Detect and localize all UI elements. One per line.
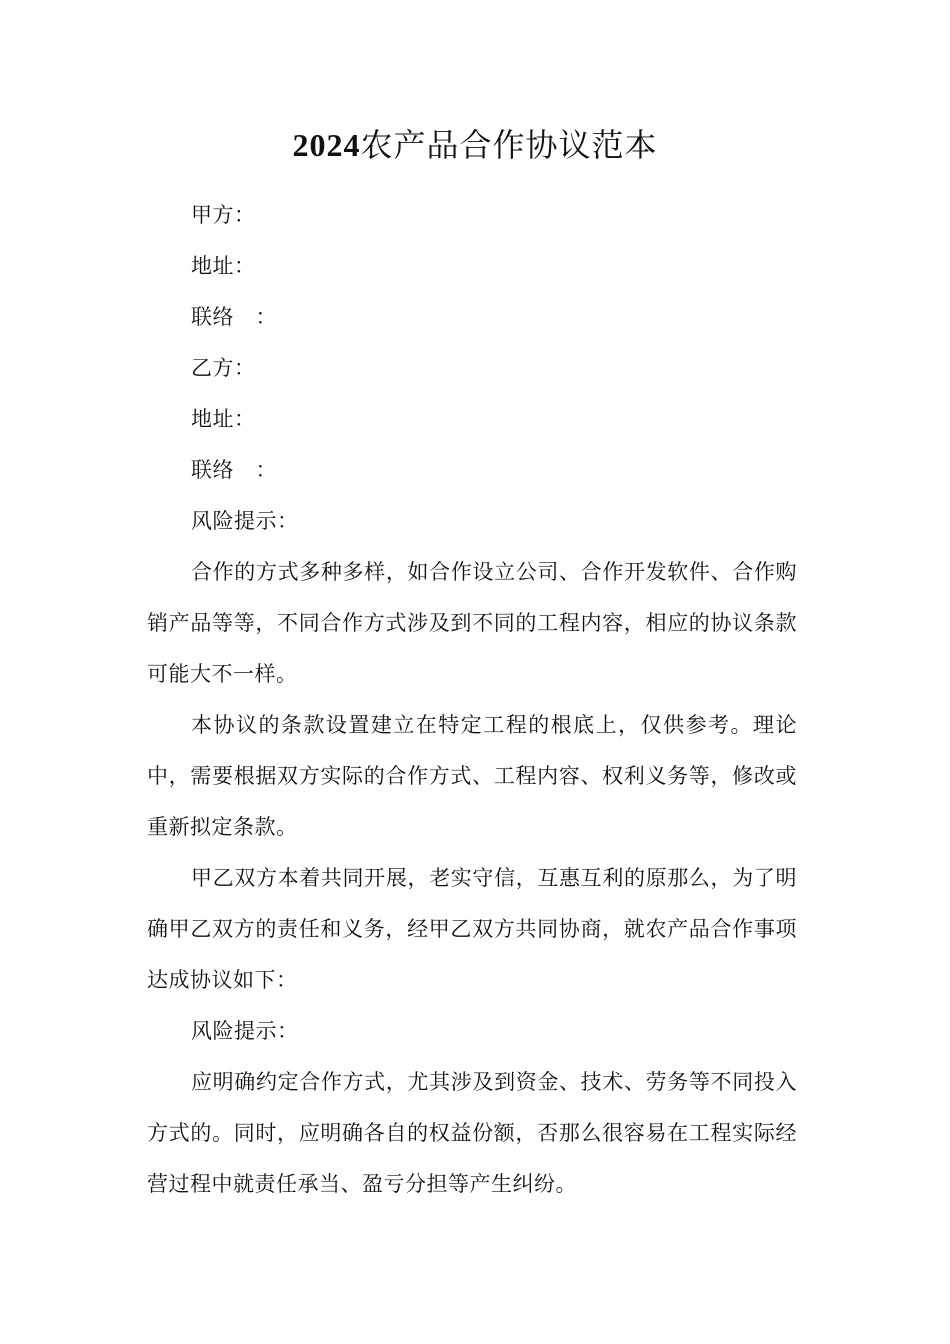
party-a-address-label: 地址：	[191, 254, 256, 278]
party-b-label: 乙方：	[191, 356, 256, 380]
party-a-contact-label: 联络 ：	[191, 305, 277, 329]
risk-notice-label: 风险提示：	[191, 509, 299, 533]
document-body	[147, 190, 797, 1210]
title-text: 农产品合作协议范本	[360, 126, 658, 164]
party-b-address-label: 地址：	[191, 407, 256, 431]
paragraph-reference-only: 本协议的条款设置建立在特定工程的根底上，仅供参考。理论中，需要根据双方实际的合作方式、工程内容、权利义务等，修改或重新拟定条款。	[147, 713, 797, 839]
paragraph-agreement-preamble: 甲乙双方本着共同开展，老实守信，互惠互利的原那么，为了明确甲乙双方的责任和义务，经甲乙双方共同协商，就农产品合作事项达成协议如下：	[147, 866, 797, 992]
document-title	[0, 122, 950, 168]
paragraph-cooperation-terms: 应明确约定合作方式，尤其涉及到资金、技术、劳务等不同投入方式的。同时，应明确各自的权益份额，否那么很容易在工程实际经营过程中就责任承当、盈亏分担等产生纠纷。	[147, 1070, 797, 1196]
party-a-label: 甲方：	[191, 203, 256, 227]
risk-notice-label-2: 风险提示：	[191, 1019, 299, 1043]
party-b-contact-label: 联络 ：	[191, 458, 277, 482]
paragraph-cooperation-methods: 合作的方式多种多样，如合作设立公司、合作开发软件、合作购销产品等等，不同合作方式涉及到不同的工程内容，相应的协议条款可能大不一样。	[147, 560, 797, 686]
title-year: 2024	[292, 127, 361, 163]
